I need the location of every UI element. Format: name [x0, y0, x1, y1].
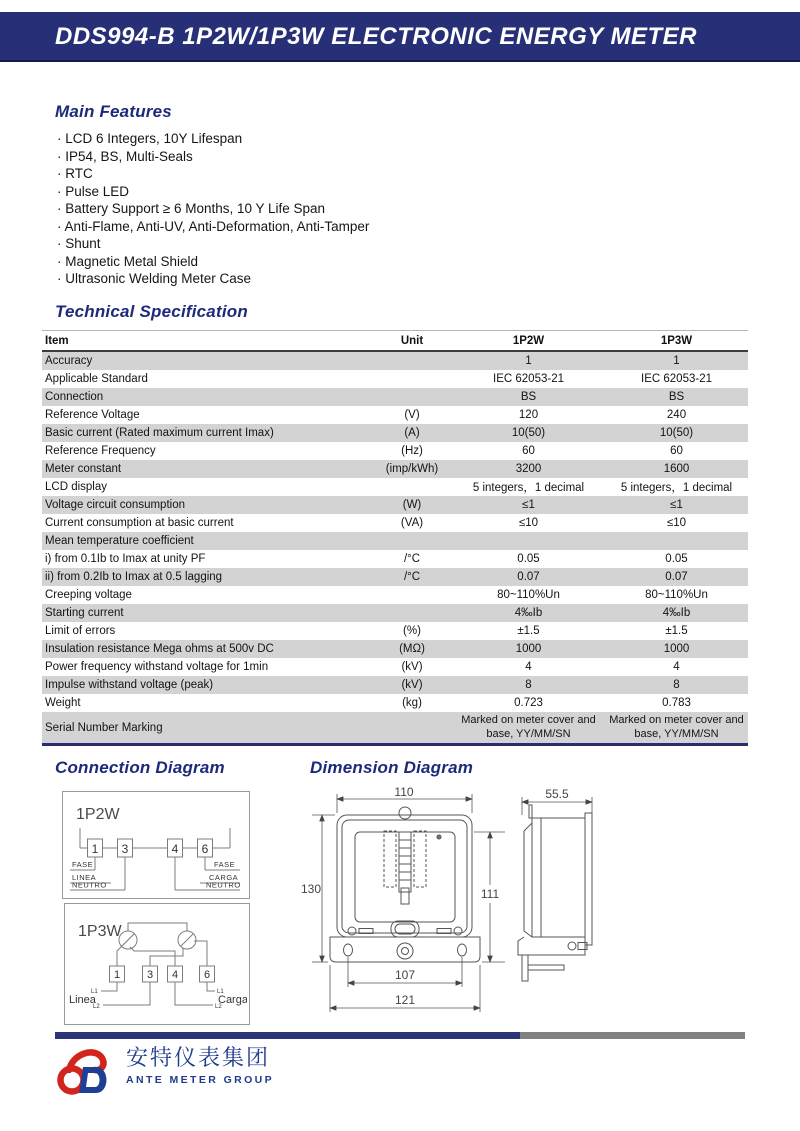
spec-cell-item: Reference Frequency	[45, 445, 156, 457]
terminal-3: 3	[146, 969, 154, 981]
dimension-drawing	[300, 785, 620, 1020]
footer-divider-bar	[55, 1032, 745, 1039]
ante-logo-icon	[55, 1045, 117, 1097]
title-banner	[0, 12, 800, 62]
tag-l2-right: L2	[215, 1004, 222, 1010]
dim-height-right: 111	[480, 887, 500, 901]
feature-item: · LCD 6 Integers, 10Y Lifespan	[57, 131, 243, 146]
spec-cell-v1: 1	[452, 351, 605, 370]
dim-depth: 55.5	[545, 787, 569, 801]
spec-cell-v1	[452, 532, 605, 550]
spec-cell-v1: ±1.5	[517, 625, 540, 637]
spec-row	[42, 351, 748, 370]
spec-cell-v2: ≤1	[605, 496, 748, 514]
dim-hole-spacing: 107	[394, 968, 416, 982]
spec-cell-unit: (Hz)	[401, 445, 423, 457]
diagram-label-1p3w: 1P3W	[78, 923, 122, 940]
spec-cell-v2: ±1.5	[665, 625, 688, 637]
dim-width-top: 110	[394, 785, 414, 799]
terminal-4: 4	[171, 842, 179, 856]
spec-row	[42, 460, 748, 478]
dim-height-left: 130	[300, 882, 322, 896]
spec-cell-item: Reference Voltage	[45, 409, 140, 421]
connection-diagram-heading: Connection Diagram	[55, 758, 225, 777]
spec-row	[42, 676, 748, 694]
spec-row	[42, 478, 748, 496]
spec-cell-v1: 60	[522, 445, 535, 457]
feature-item: · Anti-Flame, Anti-UV, Anti-Deformation, Anti-Tamper	[57, 218, 370, 234]
terminal-4: 4	[171, 969, 179, 981]
tag-l1-left: L1	[91, 989, 98, 995]
label-carga: Carga	[218, 994, 247, 1006]
spec-cell-unit: (kV)	[401, 661, 423, 673]
spec-cell-unit: (%)	[403, 625, 421, 637]
spec-row	[42, 550, 748, 568]
spec-row	[42, 388, 748, 406]
spec-cell-item: Current consumption at basic current	[45, 517, 234, 529]
technical-specification-heading: Technical Specification	[55, 302, 248, 321]
wiring-diagram-1p2w	[63, 792, 247, 896]
spec-row	[42, 604, 748, 622]
spec-cell-item: Weight	[45, 697, 81, 709]
spec-cell-item: Connection	[42, 388, 372, 406]
feature-item: · IP54, BS, Multi-Seals	[57, 148, 193, 164]
spec-cell-v2: 4	[673, 661, 680, 673]
spec-cell-v1: 3200	[452, 460, 605, 478]
meter-side-view	[518, 805, 592, 981]
terminal-1: 1	[113, 969, 121, 981]
spec-cell-v2: 0.05	[665, 553, 688, 565]
col-header-item: Item	[42, 331, 372, 352]
spec-cell-v1: 0.07	[452, 568, 605, 586]
spec-cell-unit	[372, 351, 452, 370]
spec-row	[42, 640, 748, 658]
spec-cell-unit: (kV)	[372, 676, 452, 694]
spec-cell-v2: 4‰Ib	[605, 604, 748, 622]
label-fase-left: FASE	[72, 860, 94, 869]
feature-item: · Battery Support ≥ 6 Months, 10 Y Life Span	[57, 201, 326, 216]
spec-cell-item: Mean temperature coefficient	[42, 532, 372, 550]
spec-cell-unit	[372, 712, 452, 745]
footer-bar-blue-segment	[55, 1032, 520, 1039]
spec-cell-unit	[372, 388, 452, 406]
spec-row	[42, 406, 748, 424]
terminal-6: 6	[201, 842, 209, 856]
spec-cell-v2: ≤10	[666, 517, 687, 529]
spec-cell-v2: Marked on meter cover and base, YY/MM/SN	[605, 712, 748, 745]
spec-cell-item: Serial Number Marking	[42, 712, 372, 745]
spec-cell-item: Power frequency withstand voltage for 1min	[45, 661, 269, 673]
feature-item: · RTC	[57, 166, 93, 181]
connection-diagram-1p2w	[62, 791, 250, 899]
spec-row	[42, 586, 748, 604]
spec-cell-v2: 80~110%Un	[645, 589, 708, 601]
label-linea: Linea	[69, 994, 96, 1006]
spec-row	[42, 658, 748, 676]
spec-cell-item: Voltage circuit consumption	[42, 496, 372, 514]
col-header-1p3w: 1P3W	[605, 331, 748, 352]
spec-cell-v1: 4	[525, 661, 532, 673]
spec-cell-v1: 8	[452, 676, 605, 694]
spec-cell-v2: 8	[605, 676, 748, 694]
spec-cell-unit: /°C	[372, 568, 452, 586]
spec-cell-v2: 1000	[605, 640, 748, 658]
spec-cell-v2: 60	[670, 445, 683, 457]
diagram-label-1p2w: 1P2W	[76, 806, 120, 823]
terminal-6: 6	[203, 969, 211, 981]
spec-cell-item: Limit of errors	[45, 625, 116, 637]
brand-name-english: ANTE METER GROUP	[126, 1074, 275, 1086]
spec-row	[42, 568, 748, 586]
terminal-1: 1	[91, 842, 99, 856]
spec-cell-unit: (kg)	[402, 697, 422, 709]
spec-cell-unit	[372, 586, 452, 604]
spec-cell-item: Impulse withstand voltage (peak)	[42, 676, 372, 694]
spec-cell-item: Meter constant	[42, 460, 372, 478]
spec-cell-v1: 120	[518, 409, 539, 421]
spec-cell-item: Starting current	[42, 604, 372, 622]
col-header-1p2w: 1P2W	[452, 331, 605, 352]
feature-item: · Magnetic Metal Shield	[57, 253, 199, 269]
label-linea: LINEA	[72, 873, 97, 882]
dimension-lines	[312, 794, 592, 1012]
label-neutro-left: NEUTRO	[72, 880, 107, 890]
dimension-diagram-heading: Dimension Diagram	[310, 758, 474, 777]
spec-row	[42, 496, 748, 514]
feature-item: · Ultrasonic Welding Meter Case	[57, 271, 252, 286]
spec-cell-v2: 1600	[605, 460, 748, 478]
spec-cell-v1: 4‰Ib	[452, 604, 605, 622]
brand-name-chinese: 安特仪表集团	[126, 1045, 271, 1070]
spec-cell-v1: 80~110%Un	[497, 589, 560, 601]
spec-row	[42, 694, 748, 712]
label-neutro-right: NEUTRO	[206, 880, 241, 890]
spec-cell-item: Basic current (Rated maximum current Imax)	[42, 424, 372, 442]
main-features-heading: Main Features	[55, 102, 172, 121]
label-carga: CARGA	[209, 873, 239, 882]
feature-item: · Pulse LED	[57, 183, 130, 199]
spec-cell-item: Insulation resistance Mega ohms at 500v DC	[42, 640, 372, 658]
spec-cell-v2: 1	[605, 351, 748, 370]
tag-l2-left: L2	[93, 1004, 100, 1010]
meter-front-view	[330, 807, 480, 962]
spec-cell-item: Creeping voltage	[45, 589, 132, 601]
spec-cell-v2: 10(50)	[605, 424, 748, 442]
spec-cell-unit	[372, 532, 452, 550]
spec-row	[42, 442, 748, 460]
label-fase-right: FASE	[214, 860, 236, 869]
spec-cell-unit	[372, 604, 452, 622]
spec-cell-v2: 0.783	[662, 697, 691, 709]
spec-cell-v1: 10(50)	[452, 424, 605, 442]
feature-item: · Shunt	[57, 236, 101, 251]
spec-cell-v1: BS	[452, 388, 605, 406]
spec-cell-v2: 240	[666, 409, 687, 421]
logo-text	[126, 1045, 274, 1086]
spec-cell-v2: IEC 62053-21	[641, 373, 712, 385]
spec-cell-item: ii) from 0.2Ib to Imax at 0.5 lagging	[42, 568, 372, 586]
spec-cell-v2: 5 integers，1 decimal	[620, 482, 733, 494]
page-title: DDS994-B 1P2W/1P3W ELECTRONIC ENERGY METER	[55, 23, 698, 50]
spec-cell-unit: /°C	[403, 553, 421, 565]
spec-cell-v2: 0.07	[605, 568, 748, 586]
spec-cell-v1: Marked on meter cover and base, YY/MM/SN	[452, 712, 605, 745]
wiring-diagram-1p3w	[65, 904, 247, 1022]
spec-row	[42, 514, 748, 532]
spec-cell-unit: (V)	[404, 409, 420, 421]
spec-row	[42, 712, 748, 745]
terminal-3: 3	[121, 842, 129, 856]
spec-cell-unit: (VA)	[400, 517, 424, 529]
spec-header-row	[42, 331, 748, 352]
col-header-unit: Unit	[372, 331, 452, 352]
connection-diagram-1p3w	[64, 903, 250, 1025]
spec-row	[42, 622, 748, 640]
spec-cell-v2	[605, 532, 748, 550]
spec-cell-unit: (W)	[372, 496, 452, 514]
spec-cell-unit	[372, 478, 452, 496]
tag-l1-right: L1	[217, 989, 224, 995]
spec-cell-unit: (MΩ)	[372, 640, 452, 658]
spec-cell-v1: 0.05	[517, 553, 540, 565]
spec-cell-v1: 5 integers，1 decimal	[472, 482, 585, 494]
spec-cell-unit	[372, 370, 452, 388]
spec-cell-item: Accuracy	[42, 351, 372, 370]
spec-cell-unit: (A)	[372, 424, 452, 442]
spec-cell-item: i) from 0.1Ib to Imax at unity PF	[45, 553, 206, 565]
spec-cell-v1: ≤1	[452, 496, 605, 514]
spec-cell-item: LCD display	[45, 481, 107, 493]
spec-cell-v1: ≤10	[518, 517, 539, 529]
company-logo	[55, 1045, 274, 1097]
spec-cell-unit: (imp/kWh)	[372, 460, 452, 478]
spec-row	[42, 532, 748, 550]
spec-cell-v1: 0.723	[514, 697, 543, 709]
spec-cell-v2: BS	[605, 388, 748, 406]
dim-width-bottom: 121	[394, 993, 416, 1007]
spec-cell-item: Applicable Standard	[45, 373, 148, 385]
features-list	[57, 130, 369, 288]
spec-row	[42, 424, 748, 442]
spec-row	[42, 370, 748, 388]
footer-bar-gray-segment	[520, 1032, 745, 1039]
spec-table	[42, 330, 748, 746]
spec-cell-v1: IEC 62053-21	[493, 373, 564, 385]
spec-cell-v1: 1000	[452, 640, 605, 658]
